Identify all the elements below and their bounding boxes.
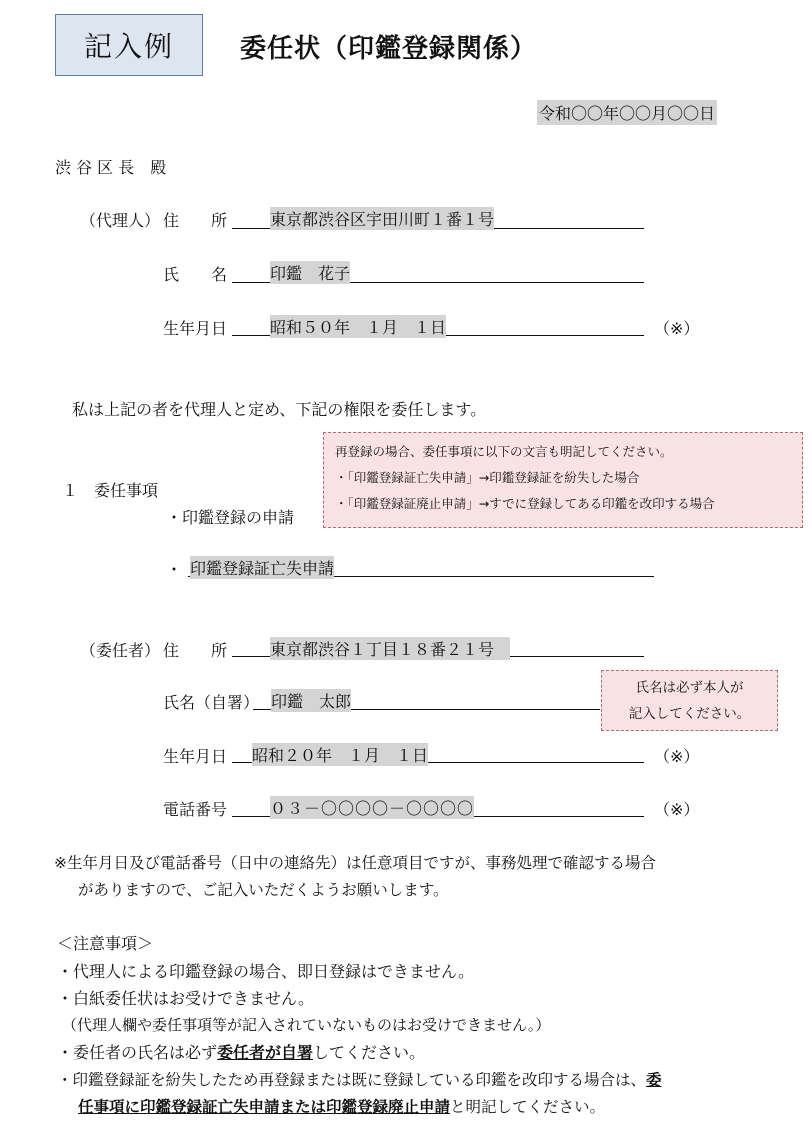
- notice-item4-line2-emphasis: 任事項に印鑑登録証亡失申請または印鑑登録廃止申請: [78, 1098, 451, 1116]
- principal-phone-optional: （※）: [654, 800, 700, 819]
- agent-birth-optional: （※）: [654, 319, 700, 338]
- principal-address-label: 住 所: [163, 641, 228, 660]
- addressee: 渋 谷 区 長 殿: [55, 158, 167, 177]
- principal-phone-value: ０３－〇〇〇〇－〇〇〇〇: [270, 796, 474, 819]
- footnote-line1: ※生年月日及び電話番号（日中の連絡先）は任意項目ですが、事務処理で確認する場合: [54, 854, 656, 872]
- principal-name-label: 氏名（自署）: [163, 693, 260, 712]
- signature-note-line2: 記入してください。: [628, 706, 751, 722]
- principal-address-value: 東京都渋谷１丁目１８番２１号: [270, 637, 510, 660]
- delegation-item1: ・印鑑登録の申請: [166, 508, 295, 527]
- principal-birth-optional: （※）: [654, 747, 700, 766]
- reregister-note: [323, 432, 803, 528]
- agent-birth-value: 昭和５０年 １月 １日: [270, 315, 446, 338]
- notice-item1: ・代理人による印鑑登録の場合、即日登録はできません。: [57, 962, 474, 981]
- reregister-note-line3: ・「印鑑登録証廃止申請」→すでに登録してある印鑑を改印する場合: [335, 496, 715, 511]
- agent-address-value: 東京都渋谷区宇田川町１番１号: [270, 207, 494, 230]
- notice-item4-line1: [57, 1068, 662, 1090]
- principal-phone-label: 電話番号: [163, 800, 228, 819]
- notice-item3-emphasis: 委任者が自署: [217, 1043, 314, 1062]
- notice-item2-sub: （代理人欄や委任事項等が記入されていないものはお受けできません。）: [62, 1016, 551, 1034]
- agent-name-value: 印鑑 花子: [270, 261, 350, 284]
- principal-name-value: 印鑑 太郎: [271, 689, 351, 712]
- document-date: 令和〇〇年〇〇月〇〇日: [537, 100, 717, 125]
- notice-item3-pre: ・委任者の氏名は必ず: [57, 1043, 218, 1062]
- agent-name-label: 氏 名: [163, 265, 228, 284]
- document-title: 委任状（印鑑登録関係）: [240, 34, 538, 64]
- delegation-statement: 私は上記の者を代理人と定め、下記の権限を委任します。: [72, 400, 487, 419]
- footnote-line2: がありますので、ご記入いただくようお願いします。: [78, 881, 449, 899]
- agent-role-label: （代理人）: [80, 211, 161, 230]
- notice-item4-line2: [78, 1095, 605, 1117]
- notice-item4-line1-pre: ・印鑑登録証を紛失したため再登録または既に登録している印鑑を改印する場合は、: [57, 1071, 647, 1089]
- reregister-note-line2: ・「印鑑登録証亡失申請」→印鑑登録証を紛失した場合: [335, 470, 640, 485]
- reregister-note-line1: 再登録の場合、委任事項に以下の文言も明記してください。: [335, 444, 673, 459]
- notice-item3-post: してください。: [313, 1043, 426, 1062]
- notice-item3: [57, 1040, 425, 1063]
- principal-birth-value: 昭和２０年 １月 １日: [252, 743, 428, 766]
- delegation-item2-bullet: ・: [166, 560, 183, 579]
- principal-role-label: （委任者）: [80, 641, 161, 660]
- signature-note-line1: 氏名は必ず本人が: [635, 680, 744, 696]
- delegation-heading: １ 委任事項: [62, 481, 159, 500]
- notice-item4-line2-post: と明記してください。: [450, 1098, 606, 1116]
- notices-heading: ＜注意事項＞: [57, 934, 154, 953]
- notice-item2: ・白紙委任状はお受けできません。: [57, 989, 314, 1008]
- agent-address-label: 住 所: [163, 211, 228, 230]
- notice-item4-line1-emphasis: 委: [646, 1071, 662, 1089]
- signature-note: [601, 670, 778, 731]
- principal-birth-label: 生年月日: [163, 747, 228, 766]
- sample-stamp: 記入例: [55, 14, 203, 76]
- agent-birth-label: 生年月日: [163, 319, 228, 338]
- delegation-item2-value: 印鑑登録証亡失申請: [190, 556, 334, 579]
